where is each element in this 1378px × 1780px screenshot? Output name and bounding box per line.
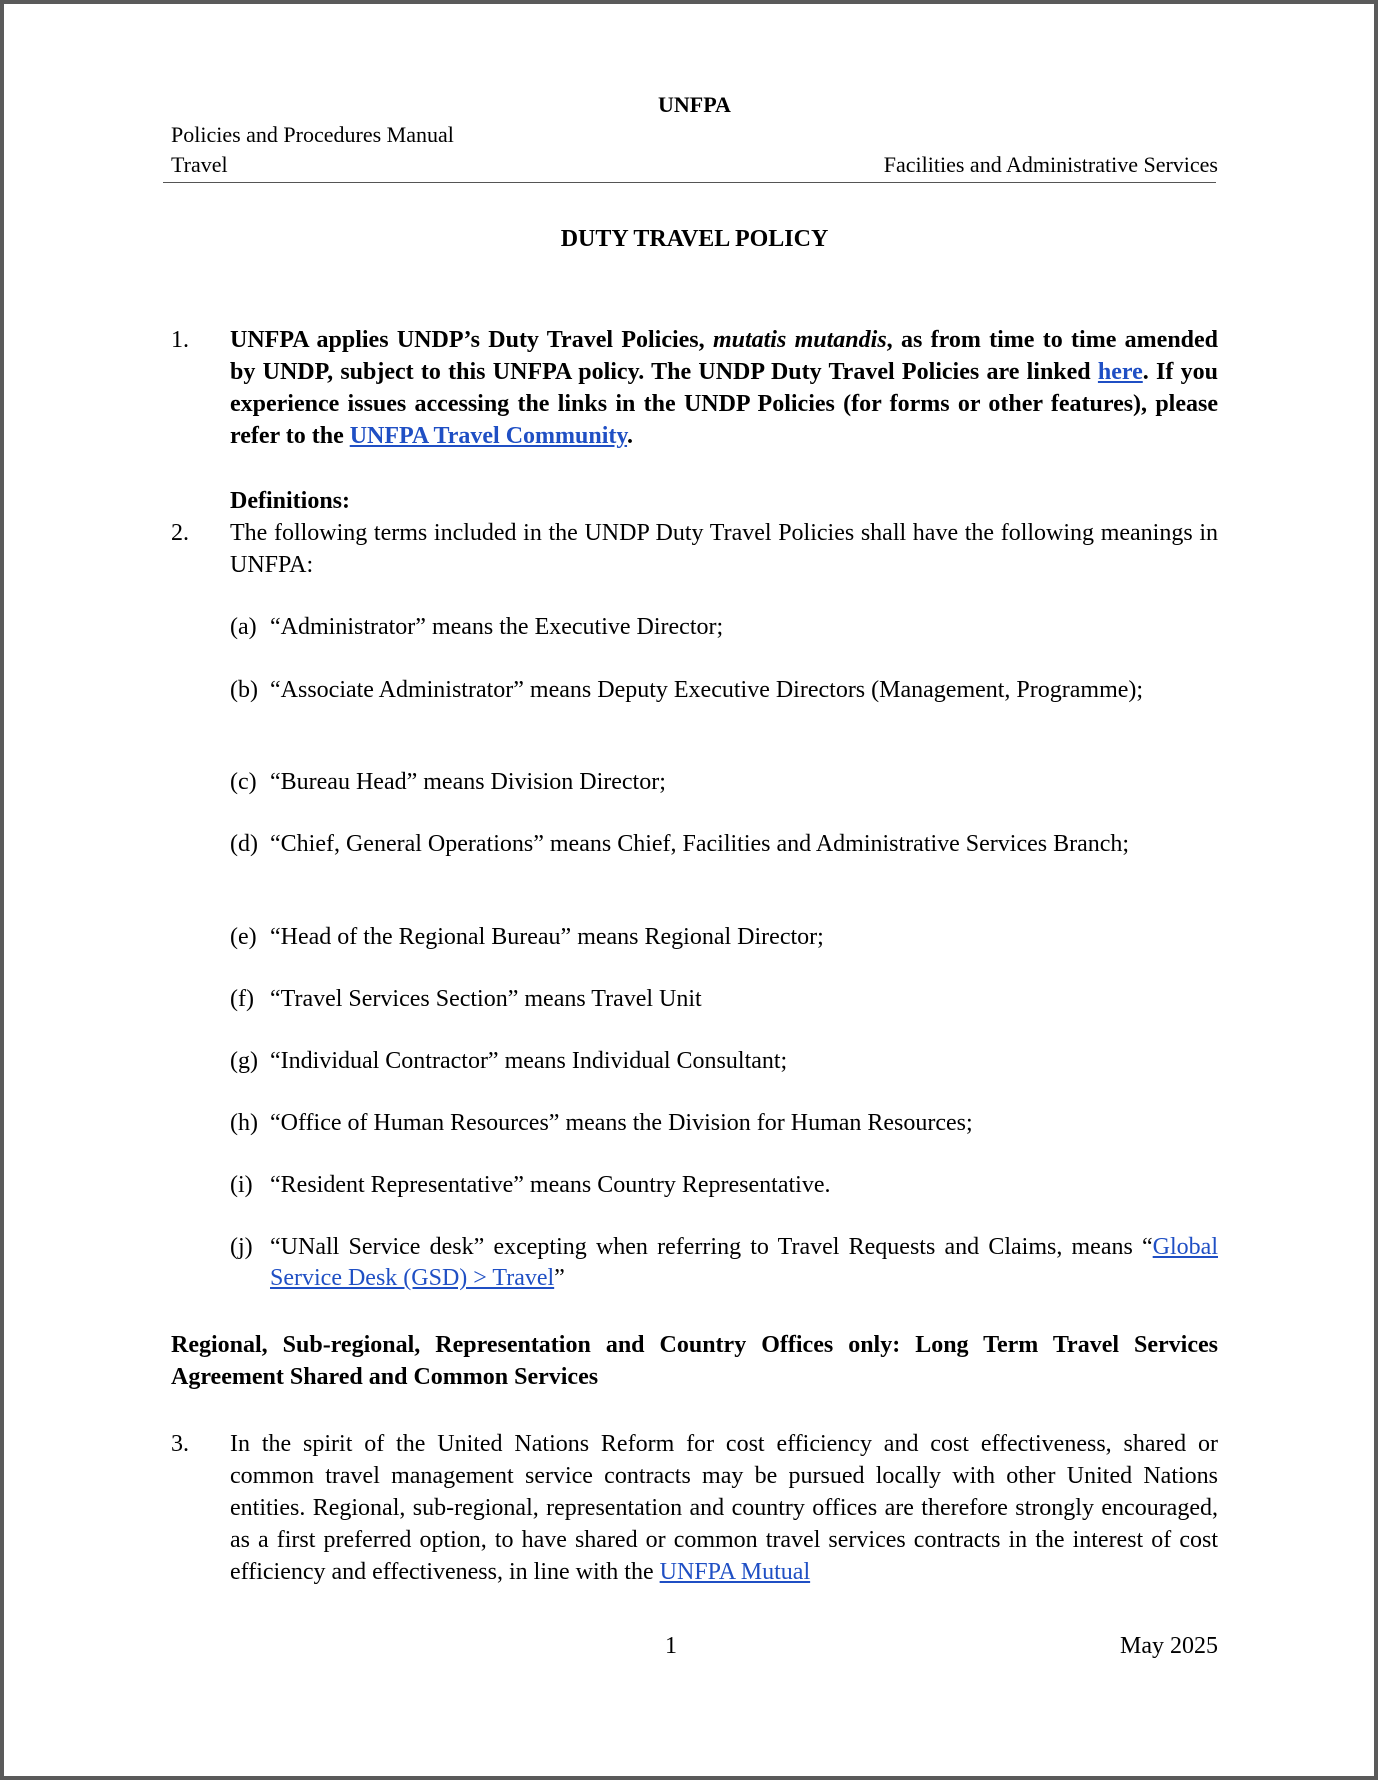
definition-item [230, 767, 1218, 798]
travel-community-link[interactable]: UNFPA Travel Community [349, 423, 628, 449]
definition-item [230, 1046, 1218, 1077]
definition-text: “Head of the Regional Bureau” means Regional Director; [270, 924, 824, 950]
here-link[interactable]: here [1097, 359, 1143, 385]
para1-text-a: UNFPA applies UNDP’s Duty Travel Policies, [230, 327, 713, 353]
para3 [230, 1428, 1218, 1588]
header-section: Travel [171, 152, 228, 177]
para1-number: 1. [171, 327, 189, 353]
definition-j-text-a: “UNall Service desk” excepting when referring to Travel Requests and Claims, means “ [270, 1234, 1153, 1260]
definition-item [230, 922, 1218, 953]
header-divider [163, 182, 1216, 183]
unfpa-mutual-link[interactable]: UNFPA Mutual [659, 1559, 811, 1585]
para1-text-c: . If you experience issues accessing the links in the UNDP Policies (for forms or other features), please refer to the [230, 359, 1218, 449]
definition-item [230, 1170, 1218, 1201]
para2-number: 2. [171, 520, 189, 546]
definitions-intro: The following terms included in the UNDP Duty Travel Policies shall have the following meanings in UNFPA: [230, 520, 1218, 578]
definition-label: (b) [230, 677, 258, 703]
definition-label: (g) [230, 1048, 258, 1074]
definition-item [230, 1108, 1218, 1139]
page-number: 1 [665, 1633, 677, 1659]
definition-text: “Bureau Head” means Division Director; [270, 769, 666, 795]
para1-text-d: . [627, 423, 634, 449]
definition-label: (c) [230, 769, 257, 795]
definition-text: “Administrator” means the Executive Director; [270, 614, 724, 640]
definition-label: (e) [230, 924, 257, 950]
definition-text: “Associate Administrator” means Deputy Executive Directors (Management, Programme); [270, 677, 1144, 703]
definition-label: (h) [230, 1110, 258, 1136]
definition-item [230, 612, 1218, 643]
definition-j-text-b: ” [554, 1265, 565, 1291]
header-manual-title: Policies and Procedures Manual [171, 122, 454, 147]
definition-item [230, 675, 1218, 706]
definition-text: “Resident Representative” means Country Representative. [270, 1172, 831, 1198]
footer-date: May 2025 [1120, 1633, 1218, 1659]
header-org: UNFPA [658, 92, 731, 117]
definition-text: “Chief, General Operations” means Chief, Facilities and Administrative Services Branch; [270, 831, 1130, 857]
page-title: DUTY TRAVEL POLICY [560, 226, 829, 252]
header-left [171, 120, 454, 180]
document-body [171, 4, 1218, 1776]
header-division: Facilities and Administrative Services [883, 152, 1218, 177]
definition-label: (d) [230, 831, 258, 857]
definition-item [230, 829, 1218, 860]
definitions-heading: Definitions: [230, 488, 350, 514]
definition-item-j [230, 1232, 1218, 1294]
definition-text [270, 1232, 1218, 1294]
definition-label: (j) [230, 1234, 253, 1260]
definition-label: (i) [230, 1172, 253, 1198]
gsd-travel-link[interactable]: Global Service Desk (GSD) > Travel [270, 1234, 1218, 1291]
para1-text-b: , as from time to time amended by UNDP, subject to this UNFPA policy. The UNDP Duty Travel Policies are linked [230, 327, 1219, 385]
definition-item [230, 984, 1218, 1015]
section3-heading: Regional, Sub-regional, Representation and Country Offices only: Long Term Travel Services Agreement Shared and Common Services [171, 1332, 1218, 1390]
definition-text: “Individual Contractor” means Individual Consultant; [270, 1048, 788, 1074]
definition-text: “Travel Services Section” means Travel Unit [270, 986, 702, 1012]
para1-italic: mutatis mutandis [712, 327, 887, 353]
para1 [230, 324, 1218, 452]
definition-label: (a) [230, 614, 257, 640]
definition-text: “Office of Human Resources” means the Division for Human Resources; [270, 1110, 973, 1136]
document-page [4, 4, 1374, 1776]
para3-number: 3. [171, 1431, 189, 1457]
definition-label: (f) [230, 986, 254, 1012]
para3-text: In the spirit of the United Nations Reform for cost efficiency and cost effectiveness, shared or common travel management service contracts may be pursued locally with other United Nations entities. Regional, sub-regional, representation and country offices are therefore strongly encouraged, as a first preferred option, to have shared or common travel services contracts in the interest of cost efficiency and effectiveness, in line with the [230, 1431, 1218, 1585]
